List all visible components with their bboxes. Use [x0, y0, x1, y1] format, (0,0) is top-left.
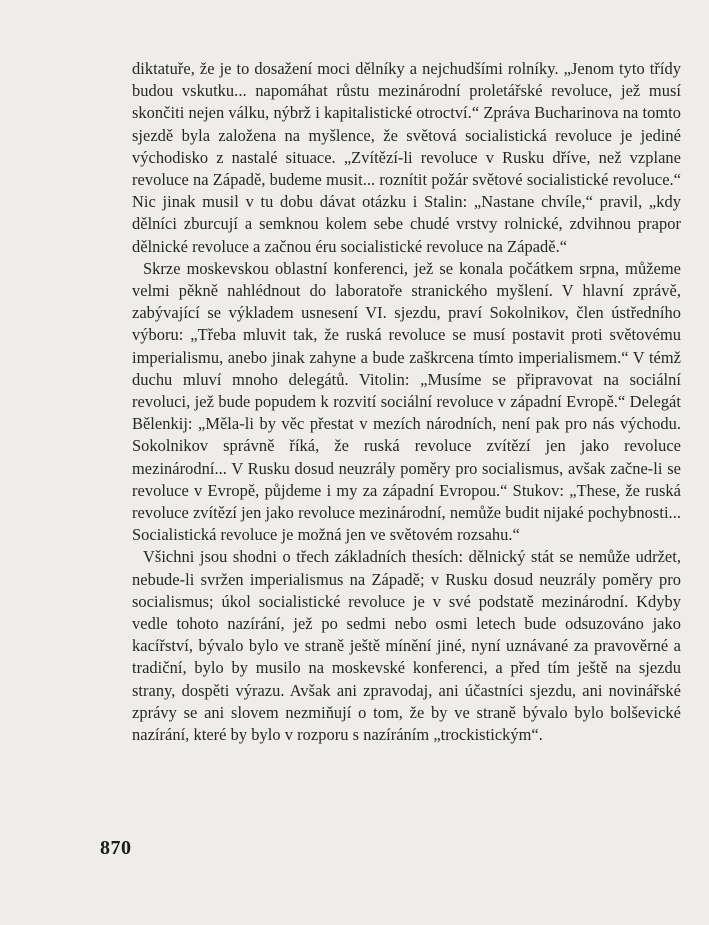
paragraph-1: diktatuře, že je to dosažení moci dělníky a nejchudšími rolníky. „Jenom tyto třídy budou vskutku... napomáhat růstu mezinárodní proletářské revoluce, jež musí skončiti nejen válku, nýbrž i kapitalistické otroctví.“ Zpráva Bucharinova na tomto sjezdě byla založena na myšlence, že světová socialistická revoluce je jediné východisko z nastalé situace. „Zvítězí-li revoluce v Rusku dříve, než vzplane revoluce na Západě, budeme musit... roznítit požár světové socialistické revoluce.“ Nic jinak musil v tu dobu dávat otázku i Stalin: „Nastane chvíle,“ pravil, „kdy dělníci zburcují a semknou kolem sebe chudé vrstvy rolnické, zdvihnou prapor dělnické revoluce a začnou éru socialistické revoluce na Západě.“: [132, 59, 681, 256]
paragraph-3: Všichni jsou shodni o třech základních thesích: dělnický stát se nemůže udržet, nebude-li svržen imperialismus na Západě; v Rusku dosud neuzrály poměry pro socialismus; úkol socialistické revoluce je v své podstatě mezinárodní. Kdyby vedle tohoto nazírání, jež po sedmi nebo osmi letech bude odsuzováno jako kacířství, bývalo bylo ve straně ještě mínění jiné, nyní uznávané za pravověrné a tradiční, bylo by musilo na moskevské konferenci, a před tím ještě na sjezdu strany, dospěti výrazu. Avšak ani zpravodaj, ani účastníci sjezdu, ani novinářské zprávy se ani slovem nezmiňují o tom, že by ve straně bývalo bylo bolševické nazírání, které by bylo v rozporu s nazíráním „trockistickým“.: [132, 547, 681, 745]
page-number: 870: [100, 837, 132, 859]
body-text: [132, 58, 681, 746]
paragraph-2: Skrze moskevskou oblastní konferenci, jež se konala počátkem srpna, můžeme velmi pěkně nahlédnout do laboratoře stranického myšlení. V hlavní zprávě, zabývající se výkladem usnesení VI. sjezdu, praví Sokolnikov, člen ústředního výboru: „Třeba mluvit tak, že ruská revoluce se musí postavit proti světovému imperialismu, anebo jinak zahyne a bude zaškrcena tímto imperialismem.“ V témž duchu mluví mnoho delegátů. Vitolin: „Musíme se připravovat na sociální revoluci, jež bude popudem k rozvití sociální revoluce v západní Evropě.“ Delegát Bělenkij: „Měla-li by věc přestat v mezích národních, není pak pro nás východu. Sokolnikov správně říká, že ruská revoluce zvítězí jen jako revoluce mezinárodní... V Rusku dosud neuzrály poměry pro socialismus, avšak začne-li se revoluce v Evropě, půjdeme i my za západní Evropou.“ Stukov: „These, že ruská revoluce zvítězí jen jako revoluce mezinárodní, nemůže budit nijaké pochybnosti... Socialistická revoluce je možná jen ve světovém rozsahu.“: [132, 258, 681, 545]
